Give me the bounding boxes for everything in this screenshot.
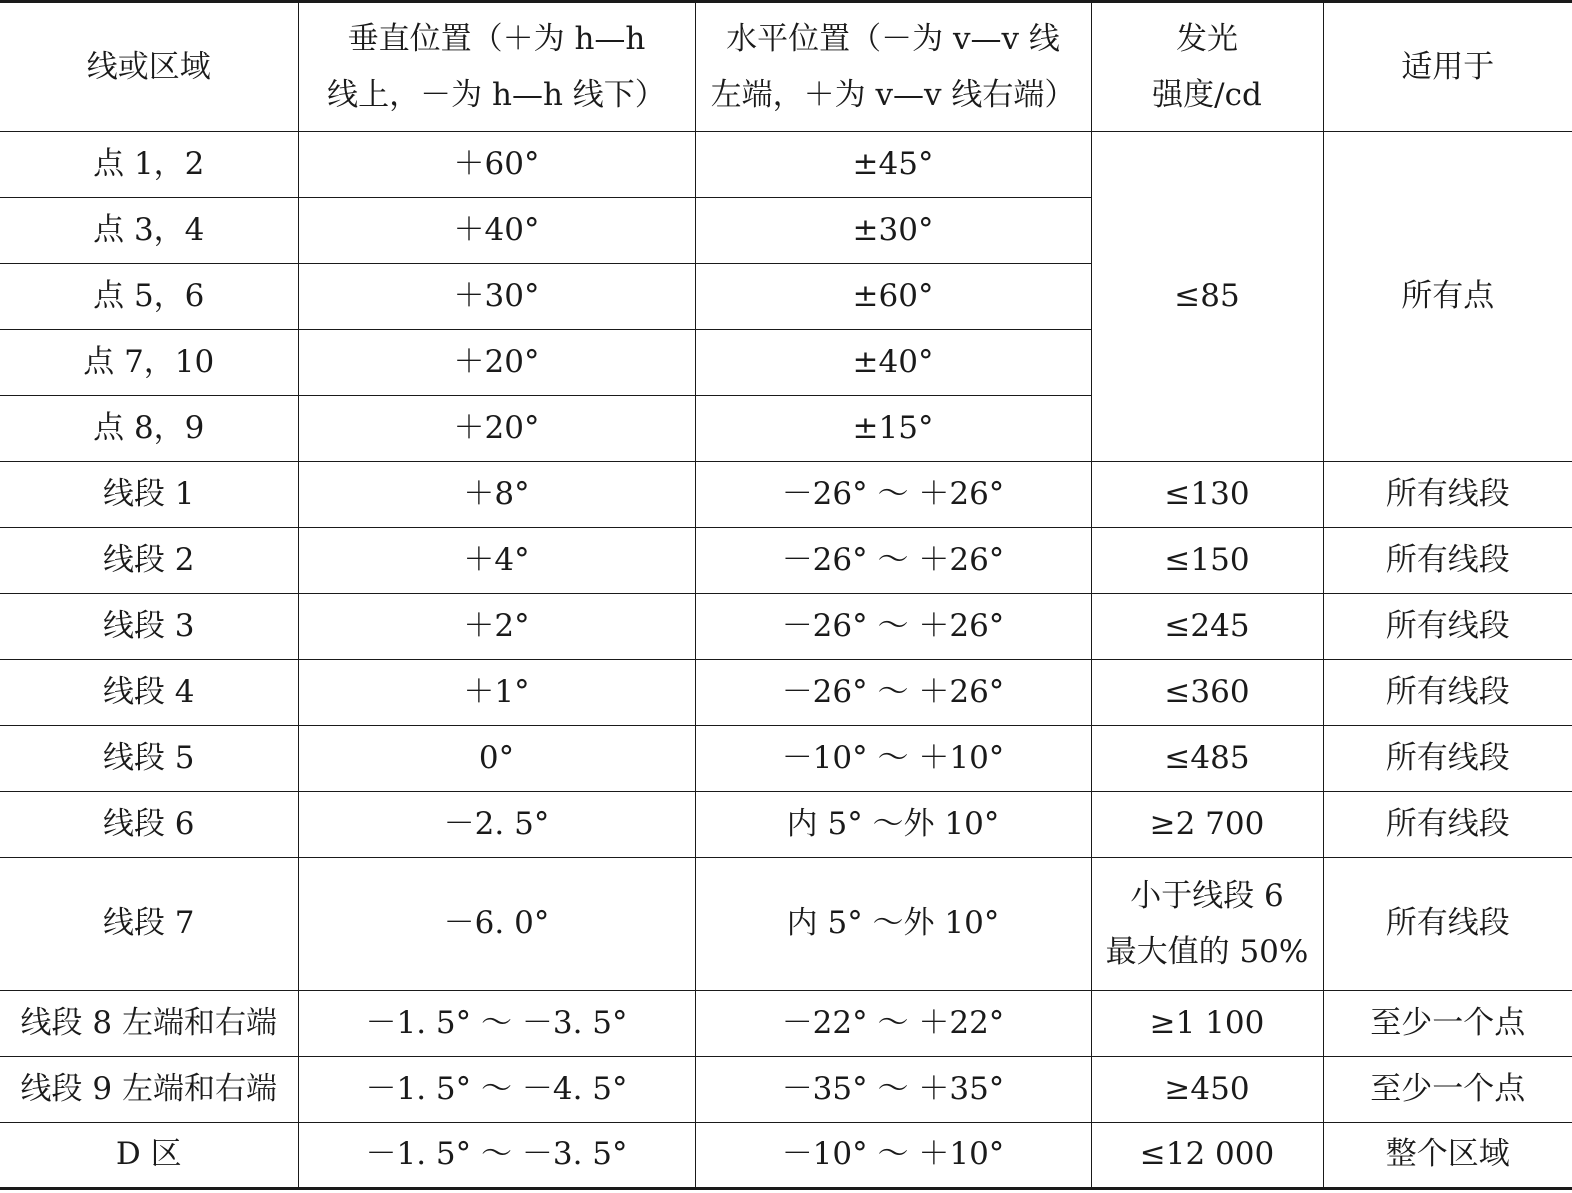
row-vertical: ＋4° bbox=[298, 528, 695, 594]
row-applies-to: 至少一个点 bbox=[1323, 991, 1572, 1057]
row-name: 线段 9 左端和右端 bbox=[0, 1057, 298, 1123]
header-row bbox=[0, 2, 1572, 132]
row-horizontal: ±60° bbox=[695, 264, 1091, 330]
row-name: 点 1，2 bbox=[0, 132, 298, 198]
row-applies-to: 所有线段 bbox=[1323, 462, 1572, 528]
row-applies-to: 所有线段 bbox=[1323, 792, 1572, 858]
row-applies-to: 所有线段 bbox=[1323, 726, 1572, 792]
row-intensity: ≥2 700 bbox=[1091, 792, 1323, 858]
row-intensity bbox=[1091, 858, 1323, 991]
row-name: 线段 2 bbox=[0, 528, 298, 594]
row-name: D 区 bbox=[0, 1123, 298, 1189]
row-name: 点 3，4 bbox=[0, 198, 298, 264]
row-vertical: ＋1° bbox=[298, 660, 695, 726]
row-horizontal: －26° ～ ＋26° bbox=[695, 660, 1091, 726]
row-horizontal: －35° ～ ＋35° bbox=[695, 1057, 1091, 1123]
row-vertical: －1. 5° ～ －3. 5° bbox=[298, 1123, 695, 1189]
header-horizontal-position bbox=[695, 2, 1091, 132]
row-intensity: ≤130 bbox=[1091, 462, 1323, 528]
row-horizontal: ±30° bbox=[695, 198, 1091, 264]
row-intensity-line1: 小于线段 6 bbox=[1130, 878, 1284, 914]
row-horizontal: 内 5° ～外 10° bbox=[695, 792, 1091, 858]
row-intensity: ≤485 bbox=[1091, 726, 1323, 792]
row-intensity: ≥450 bbox=[1091, 1057, 1323, 1123]
row-name: 线段 5 bbox=[0, 726, 298, 792]
row-horizontal: ±15° bbox=[695, 396, 1091, 462]
row-intensity-line2: 最大值的 50% bbox=[1105, 934, 1309, 970]
table-row bbox=[0, 660, 1572, 726]
header-vertical-position bbox=[298, 2, 695, 132]
row-horizontal: －26° ～ ＋26° bbox=[695, 462, 1091, 528]
row-horizontal: －26° ～ ＋26° bbox=[695, 594, 1091, 660]
row-name: 线段 3 bbox=[0, 594, 298, 660]
row-applies-to: 所有线段 bbox=[1323, 660, 1572, 726]
table-row bbox=[0, 1057, 1572, 1123]
table-row bbox=[0, 594, 1572, 660]
row-vertical: ＋30° bbox=[298, 264, 695, 330]
row-vertical: －6. 0° bbox=[298, 858, 695, 991]
row-vertical: ＋40° bbox=[298, 198, 695, 264]
row-vertical: 0° bbox=[298, 726, 695, 792]
table-row bbox=[0, 792, 1572, 858]
row-intensity: ≤360 bbox=[1091, 660, 1323, 726]
header-vertical-line1: 垂直位置（＋为 h—h bbox=[347, 21, 646, 57]
row-horizontal: －10° ～ ＋10° bbox=[695, 726, 1091, 792]
table-row bbox=[0, 858, 1572, 991]
row-name: 线段 7 bbox=[0, 858, 298, 991]
row-name: 线段 6 bbox=[0, 792, 298, 858]
points-applies-to: 所有点 bbox=[1323, 132, 1572, 462]
row-name: 点 8，9 bbox=[0, 396, 298, 462]
row-vertical: －1. 5° ～ －4. 5° bbox=[298, 1057, 695, 1123]
row-vertical: －2. 5° bbox=[298, 792, 695, 858]
header-line-or-area: 线或区域 bbox=[0, 2, 298, 132]
row-intensity: ≥1 100 bbox=[1091, 991, 1323, 1057]
row-name: 线段 1 bbox=[0, 462, 298, 528]
row-horizontal: ±45° bbox=[695, 132, 1091, 198]
header-horizontal-line2: 左端，＋为 v—v 线右端） bbox=[710, 77, 1076, 113]
row-name: 线段 8 左端和右端 bbox=[0, 991, 298, 1057]
row-vertical: ＋20° bbox=[298, 330, 695, 396]
table-row bbox=[0, 1123, 1572, 1189]
row-name: 线段 4 bbox=[0, 660, 298, 726]
header-intensity-line2: 强度/cd bbox=[1152, 77, 1262, 113]
row-name: 点 5，6 bbox=[0, 264, 298, 330]
header-applies-to: 适用于 bbox=[1323, 2, 1572, 132]
row-vertical: －1. 5° ～ －3. 5° bbox=[298, 991, 695, 1057]
table-row bbox=[0, 528, 1572, 594]
row-horizontal: －26° ～ ＋26° bbox=[695, 528, 1091, 594]
header-horizontal-line1: 水平位置（－为 v—v 线 bbox=[726, 21, 1060, 57]
row-vertical: ＋60° bbox=[298, 132, 695, 198]
row-applies-to: 所有线段 bbox=[1323, 594, 1572, 660]
row-horizontal: －22° ～ ＋22° bbox=[695, 991, 1091, 1057]
table-row bbox=[0, 132, 1572, 198]
header-intensity-line1: 发光 bbox=[1176, 21, 1238, 57]
row-applies-to: 整个区域 bbox=[1323, 1123, 1572, 1189]
row-applies-to: 至少一个点 bbox=[1323, 1057, 1572, 1123]
row-applies-to: 所有线段 bbox=[1323, 858, 1572, 991]
row-vertical: ＋8° bbox=[298, 462, 695, 528]
row-horizontal: 内 5° ～外 10° bbox=[695, 858, 1091, 991]
row-intensity: ≤150 bbox=[1091, 528, 1323, 594]
row-intensity: ≤12 000 bbox=[1091, 1123, 1323, 1189]
row-horizontal: －10° ～ ＋10° bbox=[695, 1123, 1091, 1189]
row-vertical: ＋20° bbox=[298, 396, 695, 462]
row-vertical: ＋2° bbox=[298, 594, 695, 660]
header-vertical-line2: 线上，－为 h—h 线下） bbox=[327, 77, 666, 113]
row-applies-to: 所有线段 bbox=[1323, 528, 1572, 594]
points-intensity: ≤85 bbox=[1091, 132, 1323, 462]
table-row bbox=[0, 991, 1572, 1057]
row-intensity: ≤245 bbox=[1091, 594, 1323, 660]
table-row bbox=[0, 726, 1572, 792]
row-horizontal: ±40° bbox=[695, 330, 1091, 396]
table-row bbox=[0, 462, 1572, 528]
header-intensity bbox=[1091, 2, 1323, 132]
row-name: 点 7，10 bbox=[0, 330, 298, 396]
